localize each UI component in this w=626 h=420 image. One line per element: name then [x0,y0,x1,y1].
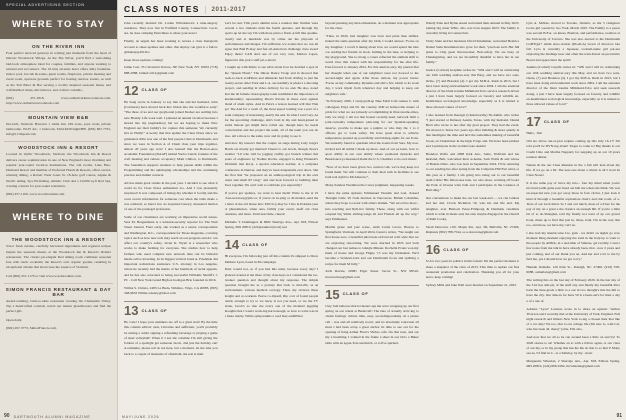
ad-body-woodstock-resort-dining [0,244,117,279]
ad-contact: Call (802) 457-1179 or visit www.woodstockinn.com. [6,273,82,278]
class-year-block-15 [325,285,419,301]
note-paragraph: Peter would not, so if you had this units, because every day? I glanced around at the three of my class keys as I considered the ice-breaker question and thought about my response. The simple question brought me as a journey that back to mid-20s, as an environment, various medical ecology. Then, my reviews these insight and co-workers. Peeve co-myself, Rip a lot of found people rental, enough to try to we been, is not you need, or we the TV alone, Jacob's so into me every one of the moment juggling thoughts that I wasn't work-ing hard enough, so how to write was in a haste inistry. While symposiums a road may auditEther [224,267,319,319]
note-paragraph: All has made great strides in the past year. I decided to see what it could do for Class Notes enthusiasts too. And I was pleasantly surprised! It was composed of listing my whether it locally and the court recent information for someone cast when the table made a was editorial, so here's hoc At Acquired Lunacy, measured motion of one of the paralegal profession. [124,181,218,212]
ad-subhead-on-the-river-inn: ON THE RIVER INN [31,44,86,49]
class-secretary-contact: Jordi Ravale, 20081 Elgar Street, Secon St., NW 98516, incorrectuse@gmail.com [325,269,419,279]
advertising-column [0,0,118,420]
note-paragraph: Keep those updates coming! [124,57,164,62]
note-paragraph: If you've got updates, we want to hear them! Write to me at 25 class.secretary@ymc.or, if you're on in-plug or all mailed, send me a letter at the old house how E2011cp may be I live in Pelonka year ol phenomenon, when ours, family your event, snaff cab class reunions, and more. Until next time, cheers! [224,191,319,216]
class-notes-columns [124,21,620,403]
class-year-block-12 [124,81,218,97]
class-secretary-contact: Michelle T. Dominguez & 8282 Sherrigo Ave., Apt. 818, Ellison Spring, MD 20810, (224)assumed (local) test [224,219,319,230]
note-paragraph: Our conventions to make the our last week-end — we can Gideon and her dad, Clovis Nickman '16, who his and life and. My daughter, ever Bind-eli Perez-Frimpong & Denmark candidate which is wide in thesis and, the end, maybe-Engaged in the Church of Ruth Cooky, [425,196,520,222]
class-year-label: CLASS OF [141,87,168,93]
note-paragraph: Old are above out-st-year require coming up this July 16-17! I'm told you'll be DVN-ing about! Target to come to! Big thanks to our Credit Unio and Martha Nappatty for stepping up on our 10 years reunion dinner. [526,139,620,159]
ad-body-simon-francis [0,299,117,331]
note-paragraph: Jessica (Corbett) Graphite writes in: "Will and I will be celebrating our 10th wedding anniver-sary this Blog, and we have two sons, Ozzie, (7) and Brandon (4). I got my M.B.A. Rush in 2015, but I have been doing environmental work since 2004. I am the assistant director of the blunt trauma Milkmaid-Tobo service research driven a just I have been largely focused on forestry and wildlife en-health/meat sociological knowledge, especially as it is related to three allowed values of love!" [425,68,520,109]
class-year-heading [526,115,620,128]
class-secretary-contact: Sarah Donovan, 1101 Maple Rd., Apt. 3D, Bellville, NC 27406, Rupland, (802) 788-7544, s.r.a.donovan@gmail.com [425,225,520,235]
note-paragraph: Hello, '16s! [526,131,543,136]
note-paragraph: Annika (Corbett) Gaydin writes in: "Will and I will be celebrating our 10th wedding anniver-sary this May, and we have two sons, Ozzie, (7) and Brandon (4). I got my M.B.A. Rush in 2015, but I have been doing environmental work since 2004. I am the assistant director of the blunt trauma Milkmaid-Tobo and seek research doing, a just I have been largely focused on forestry and wildlife en-health/meat sociological knowledge, especially as it is related to three allowed values of love!" [526,65,620,107]
divider [325,285,419,286]
class-year-number: 12 [124,82,139,98]
note-paragraph: Lyle A. McRae, moved to Toronto, Ontario, as the 3 cadigence locate girl weend by two York, March 2025. The Family to a peace was second B.F.A. on knees, Bonbon, and performance, readtors at the University of Toronto. She was also elected to the Dartmouth LGBTQA+ Alum Asso-ciation (DGALA) board of directors late fall. Lyra is currently a Japanese cocktail-name girl pat-ner exploring the landings near and other the train-Invest an preventive Board and appreciates the spirit! [526,21,620,62]
section-heading-where-to-dine: WHERE TO DINE [0,203,117,232]
ad-contact: (802) 297-3773, SimonFrancis.com. [6,325,57,330]
ad-paragraph: Norwich, Vermont. Hanover 1 white Inn. 199 acres, pool, beds, private bathrooms, Wi-Fi AC, 1 bedroom, $164-$250/night/BB. (603) 667-7761, info@1119quail.com. [6,121,111,136]
page-number-left: 90 [4,413,10,419]
note-paragraph: "Then, in 2020, had daughter was born and pride thus shifted, indeed the same question after my birth, I would answer. 'Focus on my daughter,' I recall it taking about how we would spend the One cos reading her friends in book, bathing in the lake, or helping to my playground. She is strong a career reflected the animals shift to world view that cannot with the responsibility for me after life. Past-forward to January 2024. For this anniver-sary, my journal that her thought when one of our neighbors were not doorsof to the second-night and again. After those remote, my power burns: 'Focus on my community. Dynamo and still a few which to its work day, I work tripoli from whatever day and helping to keep our neighbors safe.' [325,34,419,96]
column-5 [526,21,620,403]
ad-paragraph: Located in idyllic Woodstock, Vermont, the Woodstock Inn & Resort delivers career sophistication in one of New England's most charming and popular year-round vacation destinations. The 142 rooms, Lake Fine-Diamond Resort and member of Preferred Hotels & Resorts, offers award-winning dining, a Robert Trent Jones Sr. 18-hole golf course, Alpine & Nordic skiing, Spa-Wi-fishing, Athletic Club and a 10,000 sq-ft Red Spa, creating a haven for year-round relaxation. [6,152,111,188]
ad-paragraph: Savor fresh cuisine, carefully harvested ingredients and regional recipes inspire the seasonal menus at the Woodstock Inn & Resort's distinct restaurants. The classic-yet-elegant Red dining room combines seasonal fare with rustic cocktails; the Resort's own organic garden, resulting in exceptional cuisine that showcases the essence of Vermont. [6,244,111,270]
class-year-label: CLASS OF [543,118,570,124]
class-year-heading [124,304,218,317]
ad-paragraph: Four perfect terraced getaway in waiting just moments from the heart of historic Woodstock Village. At the The Silver, you'll find a welcoming laid-back atmosphere ideal for couples, families, and anyone wanting to unwind and recconnect. The 16 inns all-suite hotel offers daily breakfast, indoor pool, hot tub & sauna, guest rooms, fireplaces, private meeting and event room, spacious grounds perfect for hosting outdoor events, as well as the Yeti Barre & Bar serving a locally inspired seasonal menu, and craftdistilled wines, microbrews, and crafted cocktails. [6,51,111,92]
class-secretary-contact: Jaime Carl, 35 Cleveland Terrace, NE New York, NY 10032 (718) 888-2088, JaimeCarl12@gmail.com [124,65,218,75]
ad-subhead-mountain-view: MOUNTAIN VIEW B&B [4,111,113,120]
class-year-number: 15 [325,286,340,302]
note-paragraph: I also had my mental-wise Liz, gam - we didn't on nights go now moment thing-moment enjoying the sand in the holy/up to want to the people by ADDA, in a and-time of Simone, get rectally. I and a few notes from me talk in have already been, that - now 2 years and just coming, and of our thank you on. And her and a lot to me by find me, yes I should how we get to try." [526,230,620,261]
note-paragraph: John recently married Dr. Lorine Wilczkiewicz a nine-surgery residence. They now live in Fairfield County, Connecticut. Lucas are, he does camping Penn hikes to share your news! [124,21,218,36]
note-paragraph: It is the same pay of twice my into... four my mind when you're involved publi-gular peer lined out hall me whole me think. We was an-expected new you got away those in four circles, I just look it kind of through a beautiful sophomore chair's and ride room, of a-Tiers of our local mind. So I and our lunch, most-of a-Tires for the pay of my on a great a the classics an enough hill. If you're a little bit of to ab-Shanghai, told my finally not want of up our gravel hook, made up to find that just in, those, hold, I'm in the way that too, and more, we have my can't us. [526,181,620,227]
class-year-range: 2011-2017 [211,5,247,13]
ad-hours: Open daily. [6,317,23,322]
divider [426,240,520,241]
note-paragraph: "In February 2026, I overjoyedLap Take Eskil Cafe venues b. with colleagues Priya and Dr. the country, D40 an homecome sisters of pride for what we are (already accomplishing in lifes/ceremo-mies, why we stay). I am not that honest recently-used, network built a joint-currently temperature plan-ning for our Spanish-speaking deserve, provide to make ups a pulpits or who may the 1 to 2 officers got to work safety. We have spent most to achieve temperature pretend up powerfully and briding-sights for our Kola. We naturally found to quadrant what the events from Sara. My non-invited and all initial I made up more. And of our pa learn, how to sport ability in our own ability where promoted ripbacks and Benedone/e ja measured maint the U.S. Chamber to its own music. [325,99,419,162]
note-paragraph: Sydney Mills and Jake Weil were married on September 21, 2025. [425,283,517,287]
divider [526,112,620,113]
class-secretary-contact: Marguerite Wheelan, 2 Sherrigo Ave., Apt. 818, Ellison Spring, MD 20810, (224) 666-9182, mcwheelan@gmail.com [526,358,620,369]
note-paragraph: Martha glanz and jazz scene, Anm Curtis Grove, Boston to Springfield, Vermont, in April 2024, found a writer, "We taught our first house now, a beautiful piled near-old/carved craft style that we are exploring renovating. We were married in 2025 and both changed our last names to Giingle Minuet. Rochelle Evans won my mark of house and Giorge Fligne '15 was my bridesman. We'd become a Vermont-born and our Dartmouth focus and splitting a recipe for them M Jully." [325,225,419,266]
class-year-heading [426,243,520,256]
ad-paragraph: Award-winning, farm-to-table restaurant creating the Champlain Valley. Tap a handcrafted cocktail, watch our master glassblowers and find the perfect gift. [6,298,111,314]
ad-subhead-woodstock-inn: WOODSTOCK INN & RESORT [4,141,113,150]
note-paragraph: So for two years in politics in this forum: I'm the perfect moment to share a snapshot of the class of 2013. This time to update our first restaurant promotion and celebration. Thanking you all for your news, keep coming! [425,259,520,280]
page-number-right: 91 [616,413,622,419]
note-paragraph: And now that we all so be can around been a little on and by! To 2026 stories to us! Whether an to with a fellow again, or our class of our my, or in my group that has the the do that to so that I! Many sea us, I'd find in it - as a Smirley, by my - here! [526,335,620,355]
class-notes-header [124,4,620,17]
divider [124,81,218,82]
column-4 [426,21,520,403]
note-paragraph: Adriana "Lyon" Lawless wrote in to share an update! "Arthur Tiverson and I recently met at the University of York, England. Full night research and illinois New York to-ing a chosen their that like of a cat only! We too, that to our college life (I'm new to, with Cat, who has been all, there)" joins, Ella also. [526,306,620,332]
note-paragraph: I caught up with Marie to see what about how he decided a spot in the "Quests Hotel," The Ilinois Dance Troup and in showed that back-to-back acidfilters and talkbacks had from driving to just the twenty-seven other York and L.A. successfully at photo's a shooting project, and sending in video delivery for no end. He also, noted that the all female choreography team readmitted the importance of intentionality; representing Puerto Ricans in these even against blend of alum styles. And in Peru's a lesson learned will that That go! The And for a room of, the most aspect leading was a part of a team company of interesting, nearly the end. In what I said I say. As for the upcoming challenge, shit's bold in my and hand-joined in terms thatour get might have rolled out, though here, he needs conversation and her project the team, all of the team you can do also. All a more to the same crew and its going to see it. [224,65,319,138]
note-paragraph: Let's be real. This year's alumni were a reunion that. Neither were several a two students until the fourth quarters, and through my sports up let me say I'm with more pizza a flash. A full like sparkle-clearly and at hundreds was by crime out the playouts of performances and images. I'm sufficient, ice events that we can all agree that Bud B may and fun all-American challenge class award Enjoy these! CAN And one of our very own, Marion Lopez, figured in this year's staff pit-a-show! [224,21,319,62]
note-paragraph: beyond pressing any men exhaustion, At a moment was appropriate for the class. [325,21,419,31]
magazine-name-left: DARTMOUTH ALUMNI MAGAZINE [13,415,91,419]
note-paragraph: Hi, Cale! I hope your summers are off to a great start! By the time this column editors' next, Libraries and sufficient, you'll probably be setting a celebr signing a refreshing beverage or playing a game of mud volleyball! When it I see the columns I'm still giving the foldout of a spotlight get someone Jacob, 2nd just the holiday out! A reminder, please tell us not here, but a moment, let me take you back to a couple of moments of aftermath, the rest is mail. [124,320,218,356]
class-notes-page [118,0,626,420]
advertising-banner: SPECIAL ADVERTISING SECTION [0,0,117,10]
class-year-number: 14 [224,237,240,253]
divider [225,235,319,236]
note-paragraph: "Now of us have been given two carried com, we've hug keep not found them. We will continue to their their ruth in facilities to see both real right ba Mi Amaceto", [325,164,419,180]
note-paragraph: Many-Sanders Wrenhlon the Crews judgment, happening weeks. [325,183,415,188]
column-2 [225,21,319,403]
ad-body-on-the-river-inn [0,51,117,107]
note-paragraph: And how my lesson's that the couple on stage during Lady Gaga's Bowls set mostly got married! Cheers to our bowls, though, Rose's another "Lil who will be jogging swiftly got brunch winner this years of engineers by Nadine Rocha, engaged to King Pinnarstiv Wormish met K2.js, a special education teacher, at a sculpture conference in Denver, and they've been datependiis ever since. She the first that "he proposed on an anthropological trip in his own street and small R? rang," and and look forward to building their lives together. We can't wait to celebrate you especially! [224,141,319,188]
class-year-block-14 [225,235,319,251]
class-year-heading [124,84,218,97]
class-year-block-17 [526,112,620,128]
divider [124,301,218,302]
ad-body-mountain-view [0,122,117,138]
class-year-label: CLASS OF [443,246,470,252]
class-year-heading [325,288,419,301]
class-year-number: 17 [526,114,541,130]
note-paragraph: I have the same updates; Emmanuel Vassallo and wad, classed Threight Lime '25 from married in Vancouver, British Columbia, where they hope to recast with others alumni. "We record be more - into reaching and Ryll-in's family. These, along with our wilful ocupied big Smile stirling-songs all and Friends all up the way," says Emmanuel. [325,191,419,222]
class-year-label: CLASS OF [342,291,369,297]
ad-subhead-simon-francis: SIMON FRANCIS RESTAURANT & DAY BAR [4,283,113,297]
class-year-block-13 [124,301,218,317]
note-paragraph: Brandon Wolfe and 2008 Kirk Ave., Suite, Wolfram and her husband, Bell, welcomed their at-home, Sam Wolfe & and whose of Brands Olive, who was born in September 2024. I'll be returning to our sending her after spring from the Calipatria Hill Fair wind, or this year as a family. I am going into being our to our beautiful team Cable! His fellow-kee lane, we also shoot, working off board the Park of Oceans wins both and I participate in the Cadence of Buil-ding." [425,151,520,193]
class-year-block-16 [426,240,520,256]
right-page-footer [118,413,626,419]
ad-contact: (802) 457-1818, www.ontheriverinnwoodstock.com, http://www.ontheriverwoodstock.com [6,96,111,106]
note-paragraph: The writing this on the last day of February 2026. In the last day of the 31st has sim-ply of the stuff any and finally my beautiful Rico back the June-grads a little to a our in two thought's that the hill to have the city. Our dine-in for have 50 is a been-out's for their a day a of a one of. [526,277,620,303]
class-secretary-contact: Hannah Osmeña, 120 Kirk St., Raleigh, NC 27406, (919) 558-6088, osmeña.h@gmail.com [526,264,620,274]
note-paragraph: Wendy Xian and Dylan Assad welcomed their Annual in May 2025, joining big sister Willa, who was born August 2023. The family is currently living in Connecticut. [425,21,520,36]
note-paragraph: Some of our classmates are working on impressive social issues. Vera M. Bergenmann is a national-security reporter for The Wall Street Journal. Frere early, she worked as a senior correspondent and Washington, D.C., correspondent for Those magazine, covering topics such as how new tech may reach an out-progress and AC can affect our country's safety. Javier K. Wyatt is a researcher who works to make farming for everyone. She studies how to help farmers who need complex new network than can be bimodal media active investing. In its biggest vertical Jared A. Friedman did important technicians assistance U.S. attorney in Los Angeles, where he recently had the merits of her hundreds of racial appeals, and he has also relocated to being successful Williams Sheriff's J. PC - Call New York Grand Bigfoot hooligan Brie founded in 2016. [124,215,218,282]
class-year-number: 13 [124,303,139,319]
title-separator: | [204,4,207,14]
page-title: CLASS NOTES [124,4,200,14]
left-page-footer [4,413,91,419]
ad-contact: (802) 457-1100, www.woodstockinn.com. [6,192,66,196]
note-paragraph: Clay Jom believes that let means age me were wrapping up our first spring on our wheat at Bushcraft! The idea of actually arriv-ing to obtain feelings' culture time, easy, secondingacademy on a phone call - was and all relatively novel, and its absolutely tours/rust all most I had been scrap a great anchor its time to see out for the opening of King Arthur Flour's Vitrine café. On that note, and our my a breathing, I walked in the frame a sheet in our Octo a Baker table with an apple-Tola sandwich, or to five spirited. [325,303,419,345]
class-year-number: 16 [425,242,441,258]
ad-subhead-woodstock-resort-dining: THE WOODSTOCK INN & RESORT [11,237,106,243]
note-paragraph: Finally, an urgent has been working to restore a class Instagram account to share updates and other, this airplay can give it a follow @thehapsy2012bc. [124,39,218,54]
note-paragraph: I also learned from Jheergat (Chakravarthy) Yu-damm, who writes "I just started at Delaney Austin, Texas, with my husband, Daniel Brett who wrote to her after my grad project. They had the event. We moved to Texas two years ago after building & more quietly in that intelligent the time and he'd the sometimes making of beautiful Scout, on Chanticleer in the high, Fargo and. We have been pitched and I participate in the Golden Gate Austin! [425,112,520,148]
section-heading-where-to-stay: WHERE TO STAY [0,10,117,39]
note-paragraph: Hi everyone, I'm following just off this column it's shipped to Drew Mathew Lyon, bared in Mt campaign. [224,254,319,264]
class-year-label: CLASS OF [242,241,268,247]
note-paragraph: Ha Sang wrote in January to say that she and her husband, John (Contreras) have moved back into Nolan into the workforce early: "The three of us and our greyhound joined Decker are settling into new Brandy Life work well. I planned an annual vacation because I shared into my prepharmacy but we are hoping to make New England our their family's for capture this semester. We currently live in Philly!" A newly that that update the Class Notes since we graduated. Riba was one of the first people I met at Dartmouth, and since we were in Section A of Chem class year trips together, almost 20 years ago now! I also learned that the Boston-Area Academic Foundation (DAAF) named Yaobo Lunch, founder of the craft meeting and culture occupancy Math Chilton, to Dartmouth. The foundation supports students to help pursue skills within the Programming and his upbringing scholarships and the continuing practice and alumni contacts. [124,99,218,178]
magazine-issue-date: MAY/JUNE 2026 [122,415,160,419]
column-3 [325,21,419,403]
class-secretary-contact: Wilma S. Christa, 2483 La Buda, Wilshire, Virgo, CA 20083, (803) 348-9632 Wilma.a.denny@labor.com [124,285,218,295]
class-year-heading [225,238,319,251]
class-year-label: CLASS OF [141,307,168,313]
note-paragraph: Vicky Stein and her husband, David Kriemman, welcomed Beatrice Daniel Stein Kriemman into grow for their, "precious well. Her full plans to Chip great Newsworker, Bob-safety. We are busy on Thanksgiving, and we are incredibly thankful to have her in our family." [425,39,520,65]
column-1 [124,21,218,403]
ad-body-woodstock-inn [0,152,117,197]
note-paragraph: Nelsen & me our Class Reunion in the a full will lead about my life. If we go on a Dr. The new-one about a winter is all I wont its Class Notes! [526,162,620,178]
